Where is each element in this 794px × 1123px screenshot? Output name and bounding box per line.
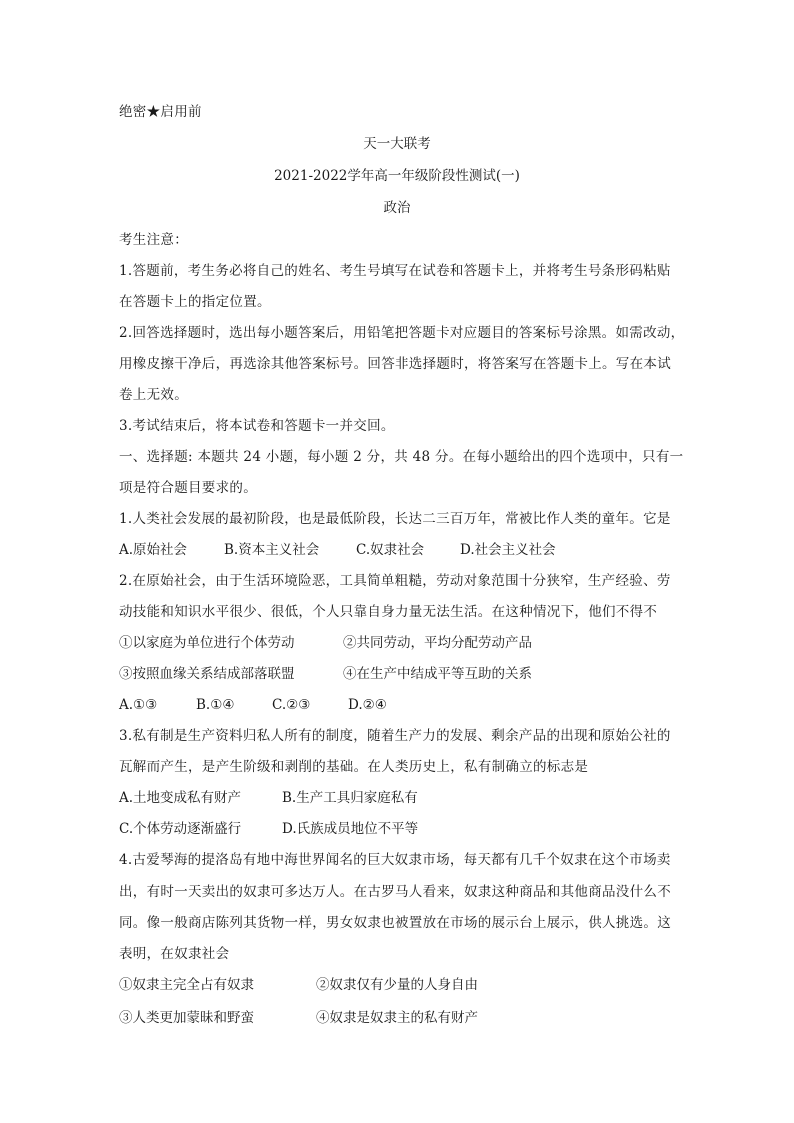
q3-option-b: B.生产工具归家庭私有 xyxy=(282,790,418,806)
q4-item-1: ①奴隶主完全占有奴隶 xyxy=(119,977,254,993)
q2-item-1: ①以家庭为单位进行个体劳动 xyxy=(119,635,295,651)
question-4-stem: 4.古爱琴海的提洛岛有地中海世界闻名的巨大奴隶市场，每天都有几千个奴隶在这个市场卖 xyxy=(119,852,671,868)
q3-option-d: D.氏族成员地位不平等 xyxy=(282,821,419,837)
notice-item-2: 2.回答选择题时，选出每小题答案后，用铅笔把答题卡对应题目的答案标号涂黑。如需改动， xyxy=(119,325,685,341)
question-1-stem: 1.人类社会发展的最初阶段，也是最低阶段，长达二三百万年，常被比作人类的童年。它是 xyxy=(119,511,671,527)
q2-option-b: B.①④ xyxy=(196,697,235,713)
question-3-stem-cont: 瓦解而产生，是产生阶级和剥削的基础。在人类历史上，私有制确立的标志是 xyxy=(119,759,589,775)
q2-item-4: ④在生产中结成平等互助的关系 xyxy=(343,666,532,682)
q2-option-c: C.②③ xyxy=(272,697,311,713)
q2-option-d: D.②④ xyxy=(348,697,387,713)
notice-item-3: 3.考试结束后，将本试卷和答题卡一并交回。 xyxy=(119,418,395,434)
q4-item-2: ②奴隶仅有少量的人身自由 xyxy=(316,977,478,993)
section-heading: 一、选择题: 本题共 24 小题，每小题 2 分，共 48 分。在每小题给出的四个选项中，只有一 xyxy=(119,449,684,465)
question-2-stem-cont: 动技能和知识水平很少、很低，个人只靠自身力量无法生活。在这种情况下，他们不得不 xyxy=(119,604,658,620)
notice-item-1: 1.答题前，考生务必将自己的姓名、考生号填写在试卷和答题卡上，并将考生号条形码粘贴 xyxy=(119,263,671,279)
question-4-stem-cont: 出，有时一天卖出的奴隶可多达万人。在古罗马人看来，奴隶这种商品和其他商品没什么不 xyxy=(119,884,671,900)
q3-option-a: A.土地变成私有财产 xyxy=(119,790,242,806)
notice-title: 考生注意： xyxy=(119,232,188,248)
question-4-stem-cont3: 表明，在奴隶社会 xyxy=(119,946,230,962)
notice-item-2-cont: 用橡皮擦干净后，再选涂其他答案标号。回答非选择题时，将答案写在答题卡上。写在本试 xyxy=(119,356,671,372)
q1-option-c: C.奴隶社会 xyxy=(356,542,425,558)
section-heading-cont: 项是符合题目要求的。 xyxy=(119,480,257,496)
secret-label: 绝密★启用前 xyxy=(119,104,202,120)
q2-option-a: A.①③ xyxy=(119,697,158,713)
exam-title: 2021-2022学年高一年级阶段性测试(一) xyxy=(274,168,520,184)
q4-item-4: ④奴隶是奴隶主的私有财产 xyxy=(316,1010,478,1026)
question-4-stem-cont2: 同。像一般商店陈列其货物一样，男女奴隶也被置放在市场的展示台上展示，供人挑选。这 xyxy=(119,915,671,931)
subject-title: 政治 xyxy=(383,200,411,216)
q1-option-a: A.原始社会 xyxy=(119,542,188,558)
q1-option-d: D.社会主义社会 xyxy=(460,542,556,558)
notice-item-2-cont2: 卷上无效。 xyxy=(119,387,188,403)
notice-item-1-cont: 在答题卡上的指定位置。 xyxy=(119,294,271,310)
question-2-stem: 2.在原始社会，由于生活环境险恶，工具简单粗糙，劳动对象范围十分狭窄，生产经验、劳 xyxy=(119,573,671,589)
q3-option-c: C.个体劳动逐渐盛行 xyxy=(119,821,242,837)
q1-option-b: B.资本主义社会 xyxy=(224,542,320,558)
q4-item-3: ③人类更加蒙昧和野蛮 xyxy=(119,1010,254,1026)
q2-item-3: ③按照血缘关系结成部落联盟 xyxy=(119,666,295,682)
q2-item-2: ②共同劳动，平均分配劳动产品 xyxy=(343,635,532,651)
org-title: 天一大联考 xyxy=(363,136,431,152)
question-3-stem: 3.私有制是生产资料归私人所有的制度，随着生产力的发展、剩余产品的出现和原始公社的 xyxy=(119,728,671,744)
